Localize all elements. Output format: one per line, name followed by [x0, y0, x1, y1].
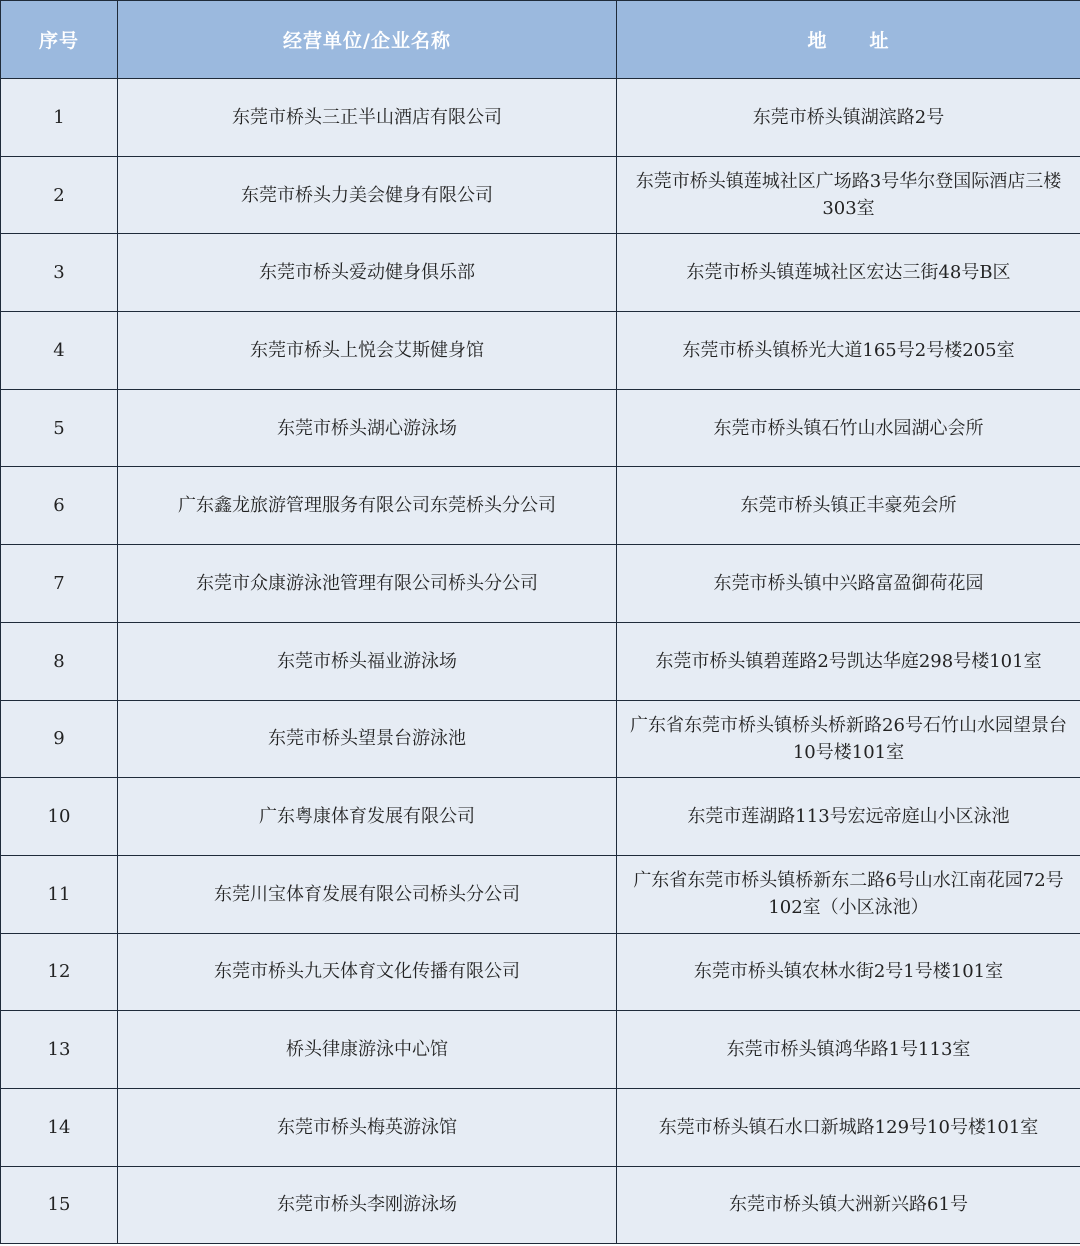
table-row [1, 778, 1080, 856]
table-row [1, 933, 1080, 1011]
header-serial-number: 序号 [1, 1, 118, 79]
header-address-char-1: 地 [807, 30, 828, 52]
address-cell: 东莞市桥头镇大洲新兴路61号 [617, 1166, 1080, 1244]
address-cell: 东莞市桥头镇碧莲路2号凯达华庭298号楼101室 [617, 622, 1080, 700]
table-row [1, 79, 1080, 157]
header-row [1, 1, 1080, 79]
table-body [1, 79, 1080, 1244]
table-row [1, 467, 1080, 545]
serial-number-cell: 13 [1, 1011, 118, 1089]
serial-number-cell: 7 [1, 545, 118, 623]
table-row [1, 1166, 1080, 1244]
business-name-cell: 东莞市桥头湖心游泳场 [118, 389, 617, 467]
address-cell: 广东省东莞市桥头镇桥头桥新路26号石竹山水园望景台10号楼101室 [617, 700, 1080, 778]
business-name-cell: 东莞市桥头福业游泳场 [118, 622, 617, 700]
serial-number-cell: 1 [1, 79, 118, 157]
table-header [1, 1, 1080, 79]
address-cell: 东莞市桥头镇石竹山水园湖心会所 [617, 389, 1080, 467]
serial-number-cell: 2 [1, 156, 118, 234]
address-cell: 东莞市桥头镇莲城社区广场路3号华尔登国际酒店三楼303室 [617, 156, 1080, 234]
header-address [617, 1, 1080, 79]
serial-number-cell: 14 [1, 1088, 118, 1166]
table-row [1, 389, 1080, 467]
table-row [1, 1011, 1080, 1089]
table-row [1, 312, 1080, 390]
address-cell: 广东省东莞市桥头镇桥新东二路6号山水江南花园72号102室（小区泳池） [617, 855, 1080, 933]
business-name-cell: 东莞市桥头上悦会艾斯健身馆 [118, 312, 617, 390]
address-cell: 东莞市莲湖路113号宏远帝庭山小区泳池 [617, 778, 1080, 856]
business-name-cell: 广东鑫龙旅游管理服务有限公司东莞桥头分公司 [118, 467, 617, 545]
table-row [1, 1088, 1080, 1166]
address-cell: 东莞市桥头镇莲城社区宏达三街48号B区 [617, 234, 1080, 312]
business-name-cell: 东莞市桥头九天体育文化传播有限公司 [118, 933, 617, 1011]
address-cell: 东莞市桥头镇正丰豪苑会所 [617, 467, 1080, 545]
serial-number-cell: 8 [1, 622, 118, 700]
header-address-char-2: 址 [869, 30, 890, 52]
serial-number-cell: 3 [1, 234, 118, 312]
table-row [1, 700, 1080, 778]
serial-number-cell: 10 [1, 778, 118, 856]
serial-number-cell: 15 [1, 1166, 118, 1244]
header-business-name: 经营单位/企业名称 [118, 1, 617, 79]
serial-number-cell: 5 [1, 389, 118, 467]
serial-number-cell: 12 [1, 933, 118, 1011]
address-cell: 东莞市桥头镇湖滨路2号 [617, 79, 1080, 157]
business-name-cell: 东莞川宝体育发展有限公司桥头分公司 [118, 855, 617, 933]
business-name-cell: 桥头律康游泳中心馆 [118, 1011, 617, 1089]
table-row [1, 855, 1080, 933]
serial-number-cell: 11 [1, 855, 118, 933]
address-cell: 东莞市桥头镇鸿华路1号113室 [617, 1011, 1080, 1089]
table-row [1, 622, 1080, 700]
business-name-cell: 东莞市众康游泳池管理有限公司桥头分公司 [118, 545, 617, 623]
table-row [1, 545, 1080, 623]
table-row [1, 156, 1080, 234]
serial-number-cell: 6 [1, 467, 118, 545]
address-cell: 东莞市桥头镇桥光大道165号2号楼205室 [617, 312, 1080, 390]
business-name-cell: 东莞市桥头爱动健身俱乐部 [118, 234, 617, 312]
business-name-cell: 东莞市桥头力美会健身有限公司 [118, 156, 617, 234]
business-name-cell: 东莞市桥头三正半山酒店有限公司 [118, 79, 617, 157]
serial-number-cell: 9 [1, 700, 118, 778]
address-cell: 东莞市桥头镇石水口新城路129号10号楼101室 [617, 1088, 1080, 1166]
address-cell: 东莞市桥头镇中兴路富盈御荷花园 [617, 545, 1080, 623]
business-name-cell: 东莞市桥头望景台游泳池 [118, 700, 617, 778]
address-cell: 东莞市桥头镇农林水街2号1号楼101室 [617, 933, 1080, 1011]
table-row [1, 234, 1080, 312]
business-name-cell: 广东粤康体育发展有限公司 [118, 778, 617, 856]
business-name-cell: 东莞市桥头梅英游泳馆 [118, 1088, 617, 1166]
business-name-cell: 东莞市桥头李刚游泳场 [118, 1166, 617, 1244]
serial-number-cell: 4 [1, 312, 118, 390]
